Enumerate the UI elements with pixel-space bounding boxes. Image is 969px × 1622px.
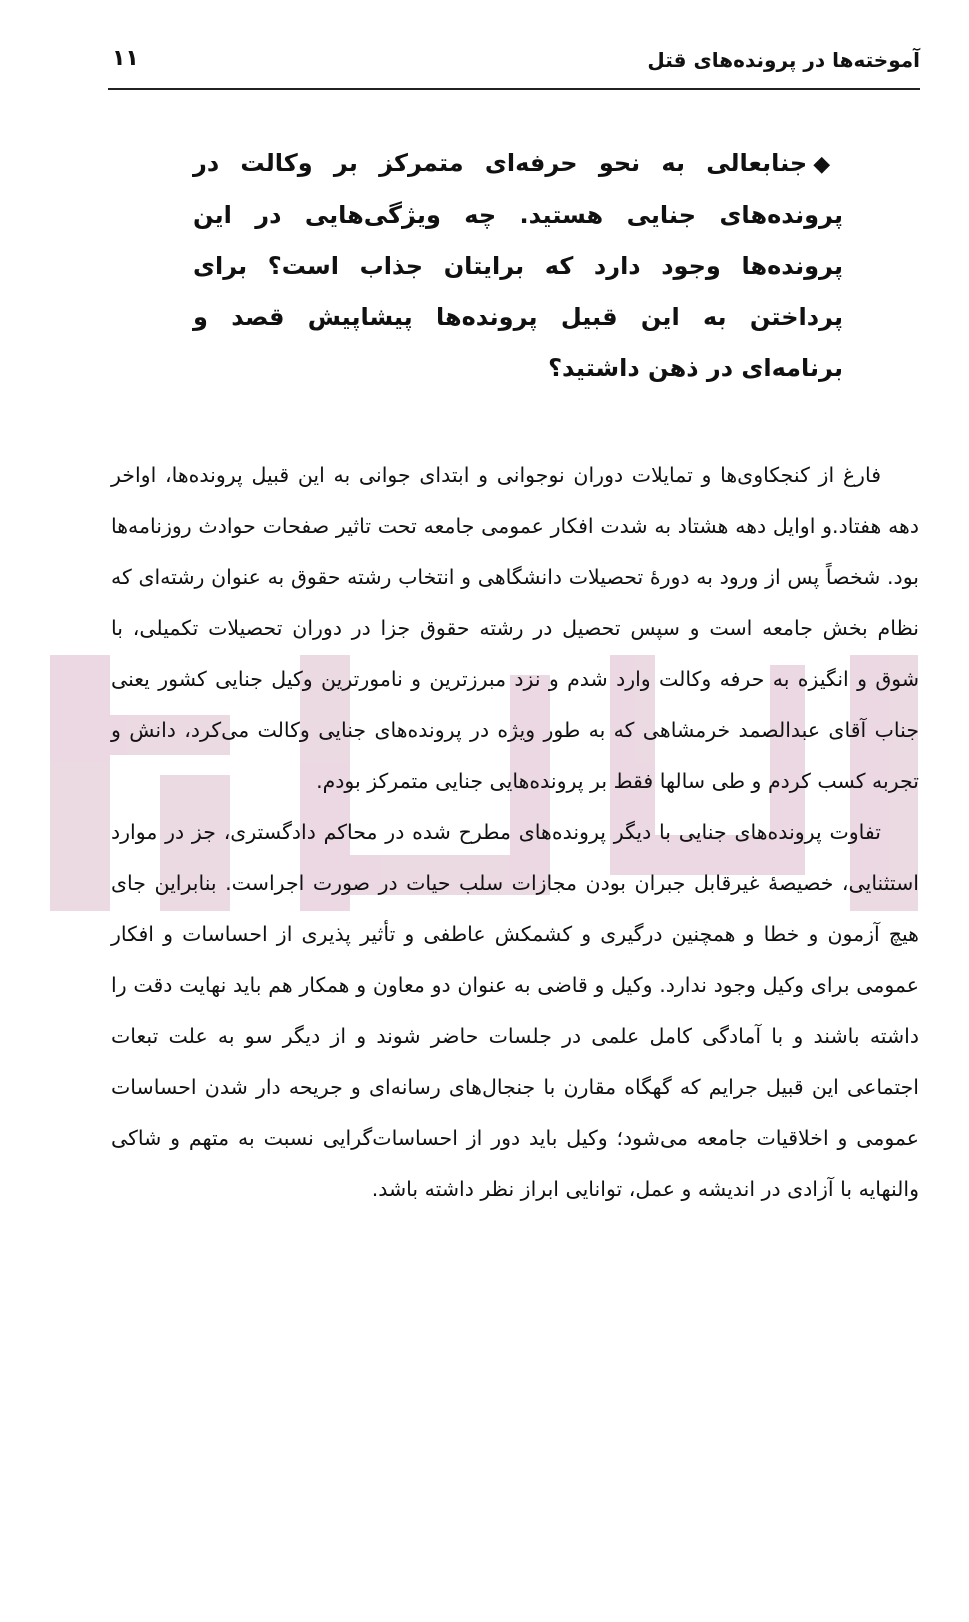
interview-question bbox=[193, 138, 843, 394]
interview-answer bbox=[111, 450, 919, 1215]
running-title: آموخته‌ها در پرونده‌های قتل bbox=[647, 48, 920, 72]
answer-paragraph-1: فارغ از کنجکاوی‌ها و تمایلات دوران نوجوانی و ابتدای جوانی به این قبیل پرونده‌ها، اواخر دهه هفتاد.و اوایل دهه هشتاد به شدت افکار عمومی جامعه تحت تاثیر صفحات حوادث روزنامه‌ها بود. شخصاً پس از ورود به دورهٔ تحصیلات دانشگاهی و انتخاب رشته حقوق به عنوان رشته‌ای که نظام بخش جامعه است و سپس تحصیل در رشته حقوق جزا در دوران تحصیلات تکمیلی، با شوق و انگیزه به حرفه وکالت وارد شدم و نزد مبرزترین و نامورترین وکیل جنایی کشور یعنی جناب آقای عبدالصمد خرمشاهی که به طور ویژه در پرونده‌های جنایی وکالت می‌کرد، دانش و تجربه کسب کردم و طی سالها فقط بر پرونده‌هایی جنایی متمرکز بودم. bbox=[111, 463, 919, 793]
diamond-bullet-icon: ◆ bbox=[813, 152, 844, 177]
page-number: ۱۱ bbox=[112, 46, 139, 71]
answer-paragraph-2: تفاوت پرونده‌های جنایی با دیگر پرونده‌های مطرح شده در محاکم دادگستری، جز در موارد استثنایی، خصیصهٔ غیرقابل جبران بودن مجازات سلب حیات در صورت اجراست. بنابراین جای هیچ آزمون و خطا و همچنین درگیری و کشمکش عاطفی و تأثیر پذیری از احساسات و افکار عمومی برای وکیل وجود ندارد. وکیل و قاضی به عنوان دو معاون و همکار هم باید نهایت دقت را داشته باشند و با آمادگی کامل علمی در جلسات حاضر شوند و از دیگر سو به علت تبعات اجتماعی این قبیل جرایم که گهگاه مقارن با جنجال‌های رسانه‌ای و جریحه دار شدن احساسات عمومی و اخلاقیات جامعه می‌شود؛ وکیل باید دور از احساسات‌گرایی نسبت به متهم و شاکی والنهایه با آزادی در اندیشه و عمل، توانایی ابراز نظر داشته باشد. bbox=[111, 820, 919, 1201]
page-header bbox=[108, 42, 920, 90]
question-text: جنابعالی به نحو حرفه‌ای متمرکز بر وکالت در پرونده‌های جنایی هستید. چه ویژگی‌هایی در این پرونده‌ها وجود دارد که برایتان جذاب است؟ برای پرداختن به این قبیل پرونده‌ها پیشاپیش قصد و برنامه‌ای در ذهن داشتید؟ bbox=[193, 149, 843, 382]
